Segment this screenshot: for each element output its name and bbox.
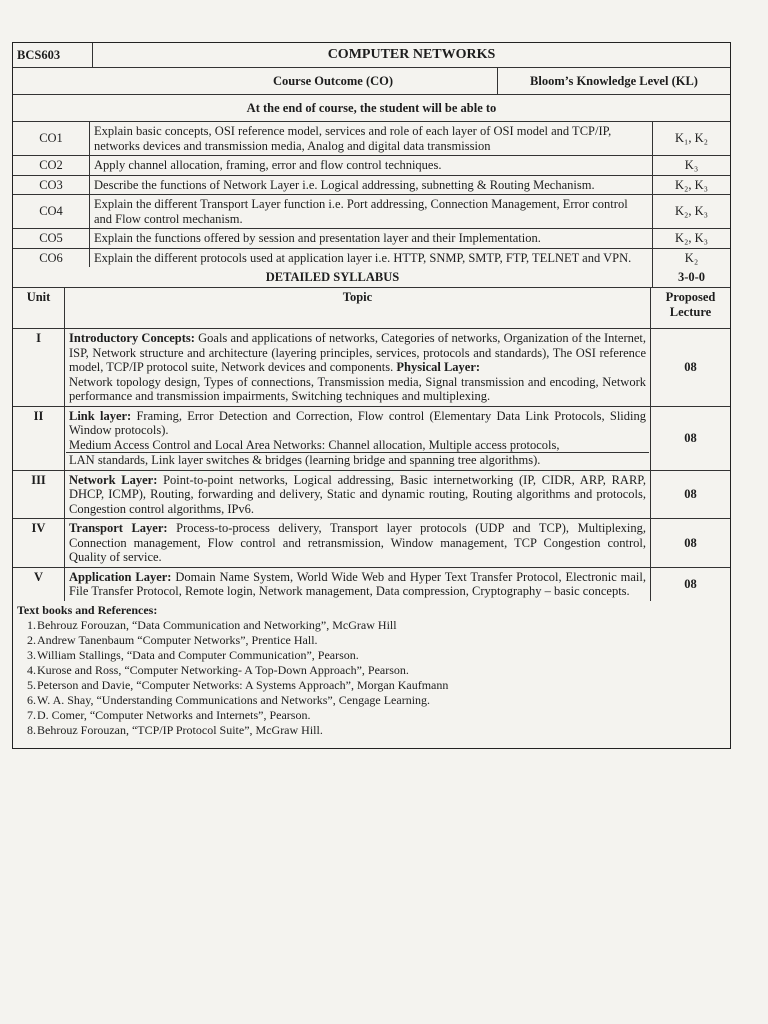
reference-number: 4. bbox=[27, 662, 36, 677]
co-row bbox=[13, 195, 730, 229]
unit-number: IV bbox=[13, 519, 65, 567]
unit-lecture-count: 08 bbox=[684, 576, 697, 591]
reference-item bbox=[27, 663, 726, 678]
co-intro-text: At the end of course, the student will be able to bbox=[246, 100, 497, 115]
unit-topic bbox=[65, 329, 651, 406]
reference-item bbox=[27, 648, 726, 663]
reference-text: Kurose and Ross, “Computer Networking- A Top-Down Approach”, Pearson. bbox=[37, 662, 409, 677]
co-id: CO3 bbox=[13, 176, 90, 195]
topic-text: Domain Name System, World Wide Web and Hyper Text Transfer Protocol, Electronic mail, File Transfer Protocol, Remote login, Network management, Data compression, Cryptography – basic concepts. bbox=[69, 569, 647, 598]
topic-paragraph bbox=[66, 409, 649, 438]
unit-lecture-count: 08 bbox=[684, 535, 697, 550]
unit-row bbox=[13, 407, 730, 471]
co-row bbox=[13, 249, 730, 268]
reference-number: 5. bbox=[27, 677, 36, 692]
unit-lecture-count: 08 bbox=[684, 487, 697, 501]
reference-number: 1. bbox=[27, 617, 36, 632]
reference-text: Behrouz Forouzan, “TCP/IP Protocol Suite”, McGraw Hill. bbox=[37, 722, 323, 737]
topic-paragraph bbox=[66, 452, 649, 468]
co-column-header: Course Outcome (CO) bbox=[13, 68, 498, 94]
co-id: CO1 bbox=[13, 122, 90, 155]
co-description: Explain the different Transport Layer function i.e. Port addressing, Connection Management, Error control and Flow control mechanism. bbox=[90, 195, 653, 228]
reference-item bbox=[27, 708, 726, 723]
reference-text: Peterson and Davie, “Computer Networks: A Systems Approach”, Morgan Kaufmann bbox=[37, 677, 449, 692]
topic-heading: Application Layer: bbox=[69, 569, 172, 584]
reference-number: 3. bbox=[27, 647, 36, 662]
unit-row bbox=[13, 568, 730, 601]
references-list bbox=[17, 618, 726, 738]
co-kl: K₃ bbox=[684, 158, 699, 172]
co-intro-row bbox=[13, 95, 730, 122]
co-description: Explain the different protocols used at application layer i.e. HTTP, SNMP, SMTP, FTP, TELNET and VPN. bbox=[90, 249, 653, 268]
reference-number: 2. bbox=[27, 632, 36, 647]
syllabus-header-row bbox=[13, 288, 730, 329]
topic-heading: Network Layer: bbox=[69, 472, 158, 487]
co-id: CO6 bbox=[13, 249, 90, 268]
co-description: Describe the functions of Network Layer i.e. Logical addressing, subnetting & Routing Mechanism. bbox=[90, 176, 653, 195]
topic-column-header: Topic bbox=[65, 288, 651, 328]
reference-text: Andrew Tanenbaum “Computer Networks”, Prentice Hall. bbox=[37, 632, 318, 647]
references-title: Text books and References: bbox=[17, 602, 158, 617]
co-id: CO2 bbox=[13, 156, 90, 175]
reference-number: 8. bbox=[27, 722, 36, 737]
course-code: BCS603 bbox=[13, 43, 93, 67]
co-kl: K₂, K₃ bbox=[674, 204, 709, 219]
kl-column-header: Bloom’s Knowledge Level (KL) bbox=[530, 73, 698, 88]
co-row bbox=[13, 176, 730, 196]
syllabus-title: DETAILED SYLLABUS bbox=[13, 267, 653, 287]
co-description: Explain the functions offered by session and presentation layer and their Implementation. bbox=[90, 229, 653, 248]
reference-text: William Stallings, “Data and Computer Communication”, Pearson. bbox=[37, 647, 359, 662]
reference-number: 7. bbox=[27, 707, 36, 722]
co-id: CO5 bbox=[13, 229, 90, 248]
unit-row bbox=[13, 329, 730, 407]
unit-topic bbox=[65, 471, 651, 519]
co-kl: K₂, K₃ bbox=[674, 177, 709, 192]
co-header-row bbox=[13, 68, 730, 95]
co-row bbox=[13, 229, 730, 249]
topic-paragraph bbox=[66, 375, 649, 404]
co-kl: K₁, K₂ bbox=[674, 131, 709, 146]
ltp-value: 3-0-0 bbox=[677, 269, 706, 284]
references-section bbox=[13, 601, 730, 748]
unit-number: III bbox=[13, 471, 65, 519]
topic-paragraph bbox=[66, 570, 649, 599]
reference-text: Behrouz Forouzan, “Data Communication and Networking”, McGraw Hill bbox=[37, 617, 397, 632]
co-kl: K₂ bbox=[684, 250, 699, 265]
course-title: COMPUTER NETWORKS bbox=[327, 46, 496, 62]
topic-text: Goals and applications of networks, Categories of networks, Organization of the Internet, ISP, Network structure and architecture (layering principles, services, protocols and standards), The OSI reference model, TCP/IP protocol suite, Network devices and components. bbox=[69, 331, 646, 374]
reference-text: W. A. Shay, “Understanding Communications and Networks”, Cengage Learning. bbox=[37, 692, 431, 707]
topic-paragraph bbox=[66, 331, 649, 375]
unit-number: II bbox=[13, 407, 65, 470]
syllabus-title-row bbox=[13, 267, 730, 288]
topic-heading: Link layer: bbox=[69, 408, 132, 423]
unit-topic bbox=[65, 568, 651, 601]
co-rows bbox=[13, 122, 730, 267]
title-row bbox=[13, 43, 730, 68]
syllabus-sheet bbox=[12, 42, 731, 749]
topic-text: Framing, Error Detection and Correction, Flow control (Elementary Data Link Protocols, Sliding Window protocols). bbox=[69, 408, 646, 437]
topic-text: Network topology design, Types of connections, Transmission media, Signal transmission and encoding, Network performance and transmission impairments, Switching techniques and multiplexing. bbox=[69, 374, 646, 403]
topic-heading: Introductory Concepts: bbox=[69, 331, 195, 345]
reference-item bbox=[27, 723, 726, 738]
unit-number: I bbox=[13, 329, 65, 406]
reference-item bbox=[27, 618, 726, 633]
unit-column-header: Unit bbox=[13, 288, 65, 328]
topic-paragraph bbox=[66, 521, 649, 565]
co-row bbox=[13, 122, 730, 156]
unit-topic bbox=[65, 519, 651, 567]
topic-text: LAN standards, Link layer switches & bridges (learning bridge and spanning tree algorithms). bbox=[69, 453, 541, 467]
unit-topic bbox=[65, 407, 651, 470]
unit-row bbox=[13, 519, 730, 568]
topic-paragraph bbox=[66, 473, 649, 517]
co-id: CO4 bbox=[13, 195, 90, 228]
unit-number: V bbox=[13, 568, 65, 601]
co-row bbox=[13, 156, 730, 176]
reference-item bbox=[27, 693, 726, 708]
topic-text: Process-to-process delivery, Transport layer protocols (UDP and TCP), Multiplexing, Connection management, Flow control and retransmission, Window management, TCP Congestion control, Quality of service. bbox=[69, 521, 646, 564]
topic-subheading: Physical Layer: bbox=[396, 360, 481, 374]
reference-item bbox=[27, 633, 726, 648]
co-description: Apply channel allocation, framing, error and flow control techniques. bbox=[90, 156, 653, 175]
topic-heading: Transport Layer: bbox=[69, 521, 168, 535]
lecture-column-header: Proposed Lecture bbox=[665, 290, 716, 319]
unit-lecture-count: 08 bbox=[684, 430, 697, 445]
topic-text: Point-to-point networks, Logical addressing, Basic internetworking (IP, CIDR, ARP, RARP, DHCP, ICMP), Routing, forwarding and delivery, Static and dynamic routing, Routing algorithms and protocols, Congestion control algorithms, IPv6. bbox=[69, 472, 646, 516]
unit-row bbox=[13, 471, 730, 520]
unit-lecture-count: 08 bbox=[684, 360, 697, 374]
co-kl: K₂, K₃ bbox=[674, 231, 709, 245]
reference-text: D. Comer, “Computer Networks and Internets”, Pearson. bbox=[37, 707, 311, 722]
topic-paragraph bbox=[66, 438, 649, 453]
topic-text: Medium Access Control and Local Area Networks: Channel allocation, Multiple access protocols, bbox=[69, 437, 560, 452]
reference-number: 6. bbox=[27, 692, 36, 707]
co-description: Explain basic concepts, OSI reference model, services and role of each layer of OSI model and TCP/IP, networks devices and transmission media, Analog and digital data transmission bbox=[90, 122, 653, 155]
unit-rows bbox=[13, 329, 730, 601]
reference-item bbox=[27, 678, 726, 693]
